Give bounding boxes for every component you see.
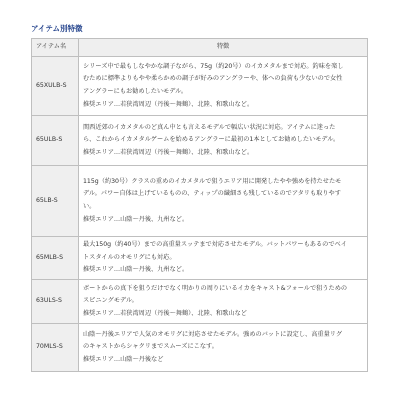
feature-line: 最大150g（約40号）までの高重量スッテまで対応させたモデル。バットパワーもあるのでベイ bbox=[83, 241, 347, 249]
item-feature bbox=[79, 166, 368, 237]
header-feature: 特徴 bbox=[79, 39, 368, 57]
item-feature bbox=[79, 57, 368, 116]
item-name: 65ULB-S bbox=[32, 116, 79, 166]
feature-line: のキャストからシャクリまでスムーズにこなす。 bbox=[83, 343, 218, 351]
section-title: アイテム別特徴 bbox=[31, 24, 83, 33]
feature-line: 115g（約30号）クラスの重めのイカメタルで狙うエリア用に開発したやや強めを持たせたモ bbox=[83, 177, 342, 185]
table-row-65mlb-s bbox=[32, 237, 368, 280]
item-feature bbox=[79, 324, 368, 372]
table-row-65xulb-s bbox=[32, 57, 368, 116]
recommended-area: 推奨エリア…山陰〜丹後、九州など。 bbox=[83, 215, 189, 223]
item-name: 65LB-S bbox=[32, 166, 79, 237]
feature-line: 山陰〜丹後エリアで人気のオモリグに対応させたモデル。強めのバットに設定し、高重量リグ bbox=[83, 330, 343, 338]
feature-line: シリーズ中で最もしなやかな調子ながら、75g（約20号）のイカメタルまで対応。釣味を楽し bbox=[83, 62, 344, 70]
feature-line: トスタイルのオモリグにも対応。 bbox=[83, 253, 176, 261]
item-feature bbox=[79, 237, 368, 280]
recommended-area: 推奨エリア…山陰〜丹後など bbox=[83, 355, 164, 363]
recommended-area: 推奨エリア…若狭湾周辺（丹後〜舞鶴）、北陸、和歌山など。 bbox=[83, 148, 254, 156]
feature-line: デル。パワー自体は上げているものの、ティップの繊細さも残しているのでアタリも取りやす bbox=[83, 190, 341, 198]
item-feature-table bbox=[31, 38, 368, 372]
table-header-row bbox=[32, 39, 368, 57]
item-name: 70MLS-S bbox=[32, 324, 79, 372]
feature-line: 関西近郊のイカメタルのど真ん中とも言えるモデルで幅広い状況に対応。アイテムに迷った bbox=[83, 123, 336, 131]
item-name: 65XULB-S bbox=[32, 57, 79, 116]
table-row-65lb-s bbox=[32, 166, 368, 237]
item-name: 63ULS-S bbox=[32, 280, 79, 324]
recommended-area: 推奨エリア…若狭湾周辺（丹後〜舞鶴）、北陸、和歌山など。 bbox=[83, 100, 254, 108]
table-row-65ulb-s bbox=[32, 116, 368, 166]
feature-line: アングラーにもお勧めしたいモデル。 bbox=[83, 88, 188, 95]
recommended-area: 推奨エリア…若狭湾周辺（丹後〜舞鶴）、北陸、和歌山など bbox=[83, 309, 247, 317]
feature-line: むために標準よりもやや柔らかめの調子が好みのアングラーや、体への負荷も少ないので女性 bbox=[83, 75, 343, 83]
feature-line: ら、これからイカメタルゲームを始めるアングラーに最初の1本としてお勧めしたいモデル。 bbox=[83, 136, 340, 144]
table-row-63uls-s bbox=[32, 280, 368, 324]
feature-line: い。 bbox=[83, 203, 96, 210]
table-row-70mls-s bbox=[32, 324, 368, 372]
feature-line: ボートからの真下を狙うだけでなく明かりの周りにいるイカをキャスト&フォールで狙うための bbox=[83, 284, 348, 292]
item-name: 65MLB-S bbox=[32, 237, 79, 280]
header-item-name: アイテム名 bbox=[32, 39, 79, 57]
item-feature bbox=[79, 280, 368, 324]
item-feature bbox=[79, 116, 368, 166]
feature-line: スピニングモデル。 bbox=[83, 297, 138, 305]
recommended-area: 推奨エリア…山陰〜丹後、九州など。 bbox=[83, 266, 189, 274]
